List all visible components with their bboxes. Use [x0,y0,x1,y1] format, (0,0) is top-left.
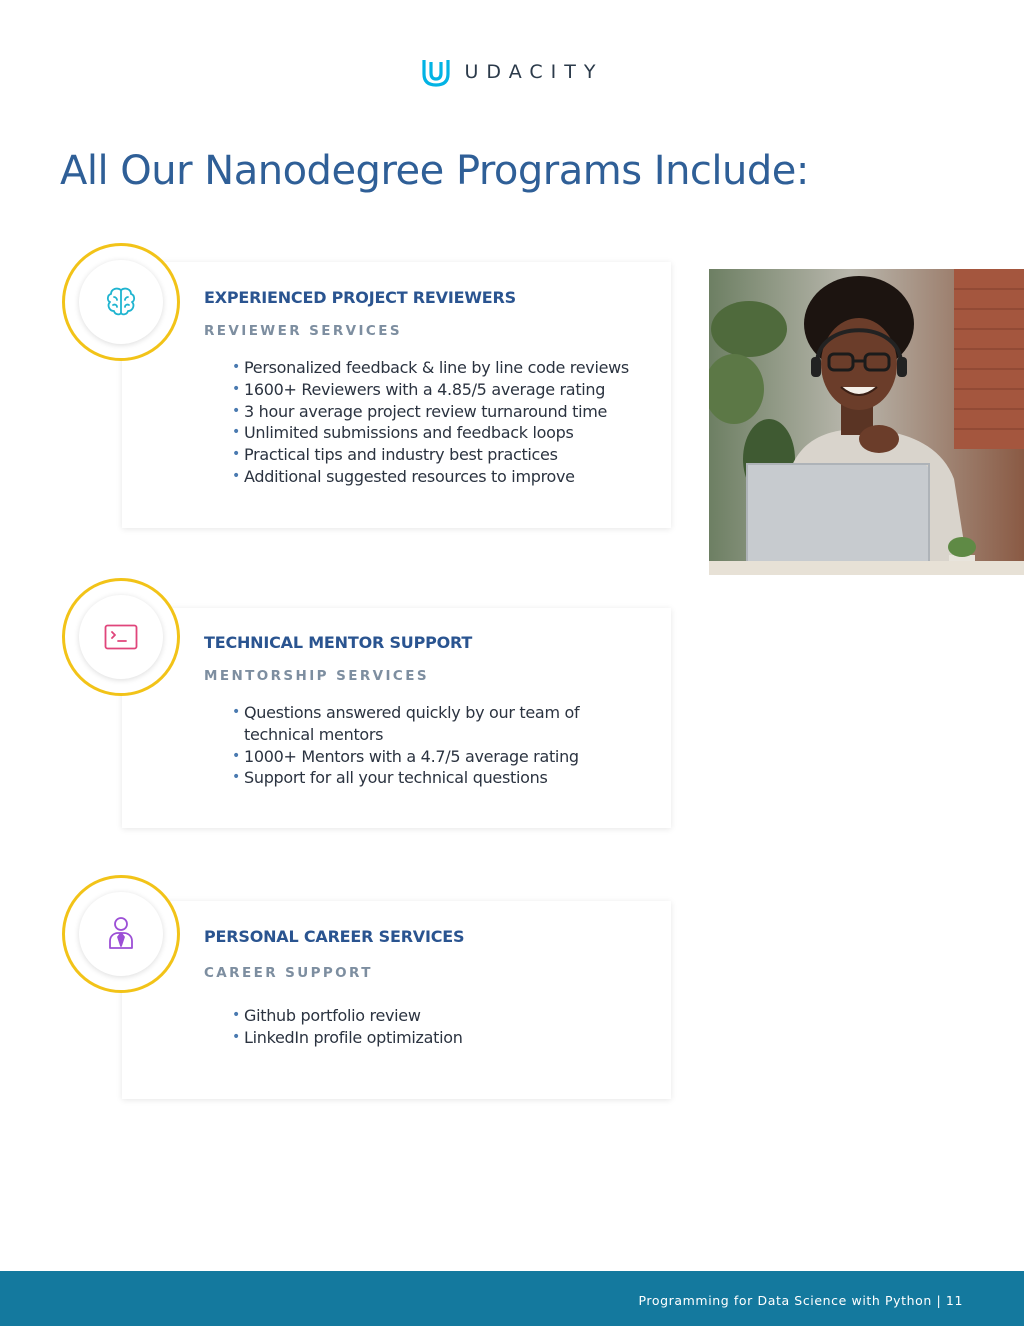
footer-text: Programming for Data Science with Python | 11 [638,1293,963,1308]
icon-circle [79,260,163,344]
icon-ring [62,243,180,361]
student-with-laptop-photo [709,269,1024,575]
terminal-icon [104,624,138,650]
list-item: • 1000+ Mentors with a 4.7/5 average rating [232,746,612,768]
page-title: All Our Nanodegree Programs Include: [60,148,809,194]
card-career-services [122,901,671,1099]
list-item: • LinkedIn profile optimization [232,1027,463,1049]
list-item: • Github portfolio review [232,1005,463,1027]
card-subtitle: CAREER SUPPORT [204,965,373,981]
card-title: EXPERIENCED PROJECT REVIEWERS [204,288,516,307]
list-item: • Questions answered quickly by our team of technical mentors [232,702,612,746]
card-title: TECHNICAL MENTOR SUPPORT [204,633,473,652]
list-item: • Personalized feedback & line by line code reviews [232,357,629,379]
list-item: • 1600+ Reviewers with a 4.85/5 average rating [232,379,629,401]
icon-ring [62,578,180,696]
bullet-list [232,1005,463,1049]
footer-bar [0,1271,1024,1326]
card-project-reviewers [122,262,671,528]
list-item: • Unlimited submissions and feedback loops [232,422,629,444]
icon-ring [62,875,180,993]
udacity-u-logo-icon [421,56,451,88]
bullet-list [232,357,629,488]
icon-circle [79,892,163,976]
photo-illustration [709,269,1024,575]
career-person-icon [106,916,136,952]
card-subtitle: REVIEWER SERVICES [204,323,402,339]
list-item: • 3 hour average project review turnaround time [232,401,629,423]
logo-text: UDACITY [464,61,604,83]
udacity-logo [0,56,1024,88]
list-item: • Additional suggested resources to improve [232,466,629,488]
list-item: • Support for all your technical questions [232,767,612,789]
card-title: PERSONAL CAREER SERVICES [204,927,465,946]
bullet-list [232,702,612,789]
card-mentor-support [122,608,671,828]
icon-circle [79,595,163,679]
brain-icon [103,284,139,320]
card-subtitle: MENTORSHIP SERVICES [204,668,429,684]
list-item: • Practical tips and industry best practices [232,444,629,466]
